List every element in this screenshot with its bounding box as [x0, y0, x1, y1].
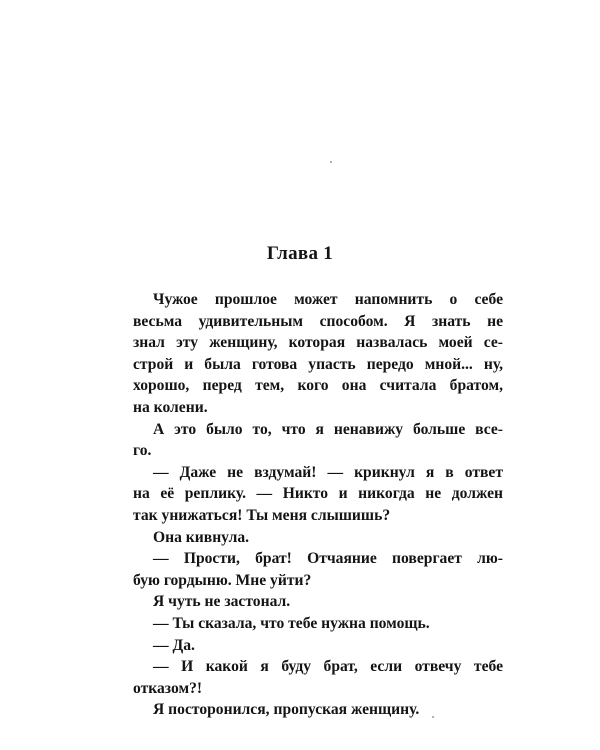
dialogue-line: — Даже не вздумай! — крикнул я в ответ — [153, 463, 503, 481]
dialogue-line: — И какой я буду брат, если отвечу тебе — [153, 658, 503, 676]
paragraph-line: Чужое прошлое может напомнить о себе — [153, 291, 503, 308]
paragraph-line: Я посторонился, пропуская женщину. — [153, 701, 420, 719]
dialogue-line: бую гордыню. Мне уйти? — [133, 571, 312, 589]
paragraph-line: хорошо, перед тем, кого она считала братом, — [133, 377, 503, 395]
paragraph-line: Она кивнула. — [153, 528, 250, 546]
paragraph-line: знал эту женщину, которая назвалась моей се- — [133, 334, 503, 352]
dialogue-line: на её реплику. — Никто и никогда не должен — [133, 485, 503, 503]
chapter-body — [133, 289, 503, 721]
paragraph-line: Я чуть не застонал. — [153, 593, 291, 611]
paragraph-line: А это было то, что я ненавижу больше все- — [153, 420, 503, 438]
chapter-title: Глава 1 — [266, 243, 334, 264]
paragraph-line: го. — [133, 442, 152, 460]
dialogue-line: — Ты сказала, что тебе нужна помощь. — [153, 614, 430, 632]
paragraph-line: на колени. — [133, 398, 208, 416]
dialogue-line: отказом?! — [133, 679, 203, 697]
paragraph-line: весьма удивительным способом. Я знать не — [133, 312, 503, 330]
dialogue-line: так унижаться! Ты меня слышишь? — [133, 506, 391, 524]
paragraph-line: строй и была готова упасть передо мной... ну, — [133, 355, 503, 373]
dialogue-line: — Да. — [153, 636, 195, 654]
dialogue-line: — Прости, брат! Отчаяние повергает лю- — [153, 550, 503, 568]
paper-speck — [330, 161, 332, 163]
